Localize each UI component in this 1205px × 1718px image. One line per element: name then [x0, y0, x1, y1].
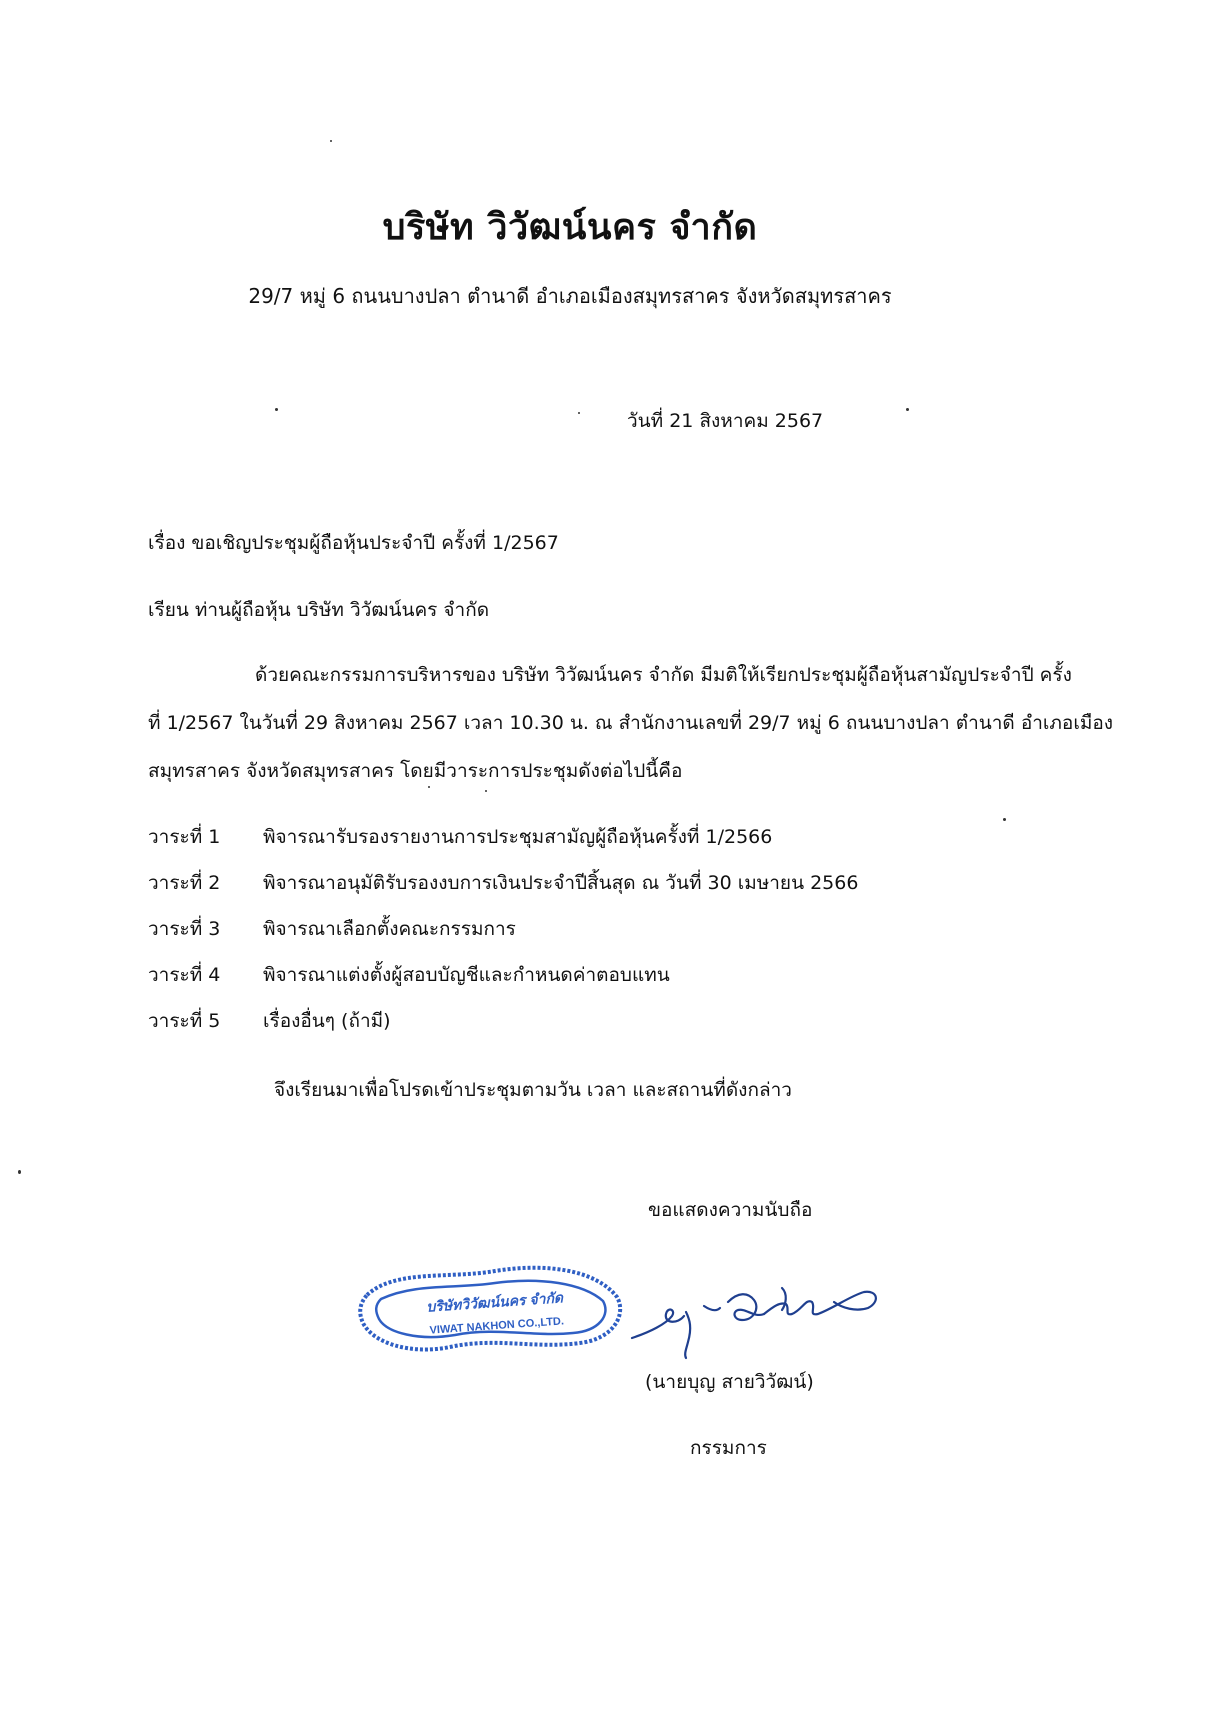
scan-speck: [18, 1170, 21, 1174]
agenda-number: วาระที่ 1: [148, 826, 221, 848]
agenda-number: วาระที่ 2: [148, 872, 221, 894]
scan-speck: [428, 786, 430, 788]
agenda-item: [148, 868, 858, 898]
scan-speck: [275, 408, 278, 411]
stamp-text-thai: บริษัทวิวัฒน์นคร จำกัด: [425, 1289, 564, 1315]
body-paragraph-line: ที่ 1/2567 ในวันที่ 29 สิงหาคม 2567 เวลา 10.30 น. ณ สำนักงานเลขที่ 29/7 หมู่ 6 ถนนบางปลา ตำนาดี อำเภอเมือง: [148, 712, 1114, 734]
letter-subject: เรื่อง ขอเชิญประชุมผู้ถือหุ้นประจำปี ครั้งที่ 1/2567: [148, 532, 559, 554]
stamp-text-english: VIWAT NAKHON CO.,LTD.: [429, 1315, 565, 1337]
agenda-text: พิจารณาเลือกตั้งคณะกรรมการ: [263, 918, 516, 940]
agenda-text: พิจารณาแต่งตั้งผู้สอบบัญชีและกำหนดค่าตอบแทน: [263, 964, 670, 986]
closing-sentence: จึงเรียนมาเพื่อโปรดเข้าประชุมตามวัน เวลา และสถานที่ดังกล่าว: [274, 1079, 792, 1101]
letter-date: วันที่ 21 สิงหาคม 2567: [627, 410, 824, 432]
signer-title: กรรมการ: [690, 1437, 767, 1459]
agenda-item: [148, 1006, 391, 1036]
signature: [628, 1262, 888, 1362]
agenda-item: [148, 822, 772, 852]
company-address: 29/7 หมู่ 6 ถนนบางปลา ตำนาดี อำเภอเมืองสมุทรสาคร จังหวัดสมุทรสาคร: [248, 284, 892, 308]
scan-speck: [578, 412, 580, 414]
agenda-item: [148, 914, 516, 944]
company-name: บริษัท วิวัฒน์นคร จำกัด: [382, 207, 758, 248]
scan-speck: [485, 790, 487, 792]
agenda-item: [148, 960, 670, 990]
company-stamp: [355, 1257, 630, 1357]
body-paragraph-line: ด้วยคณะกรรมการบริหารของ บริษัท วิวัฒน์นคร จำกัด มีมติให้เรียกประชุมผู้ถือหุ้นสามัญประจำปี ครั้ง: [255, 664, 1072, 686]
scan-speck: [330, 140, 332, 142]
signer-name: (นายบุญ สายวิวัฒน์): [645, 1371, 814, 1393]
scan-speck: [1003, 818, 1006, 821]
agenda-number: วาระที่ 3: [148, 918, 221, 940]
agenda-text: พิจารณาอนุมัติรับรองงบการเงินประจำปีสิ้นสุด ณ วันที่ 30 เมษายน 2566: [263, 872, 859, 894]
body-paragraph-line: สมุทรสาคร จังหวัดสมุทรสาคร โดยมีวาระการประชุมดังต่อไปนี้คือ: [148, 760, 683, 782]
agenda-text: พิจารณารับรองรายงานการประชุมสามัญผู้ถือหุ้นครั้งที่ 1/2566: [263, 826, 773, 848]
complimentary-close: ขอแสดงความนับถือ: [648, 1199, 813, 1221]
agenda-number: วาระที่ 5: [148, 1010, 221, 1032]
scan-speck: [906, 408, 909, 411]
letter-salutation: เรียน ท่านผู้ถือหุ้น บริษัท วิวัฒน์นคร จำกัด: [148, 599, 490, 621]
agenda-text: เรื่องอื่นๆ (ถ้ามี): [263, 1010, 391, 1032]
agenda-number: วาระที่ 4: [148, 964, 221, 986]
